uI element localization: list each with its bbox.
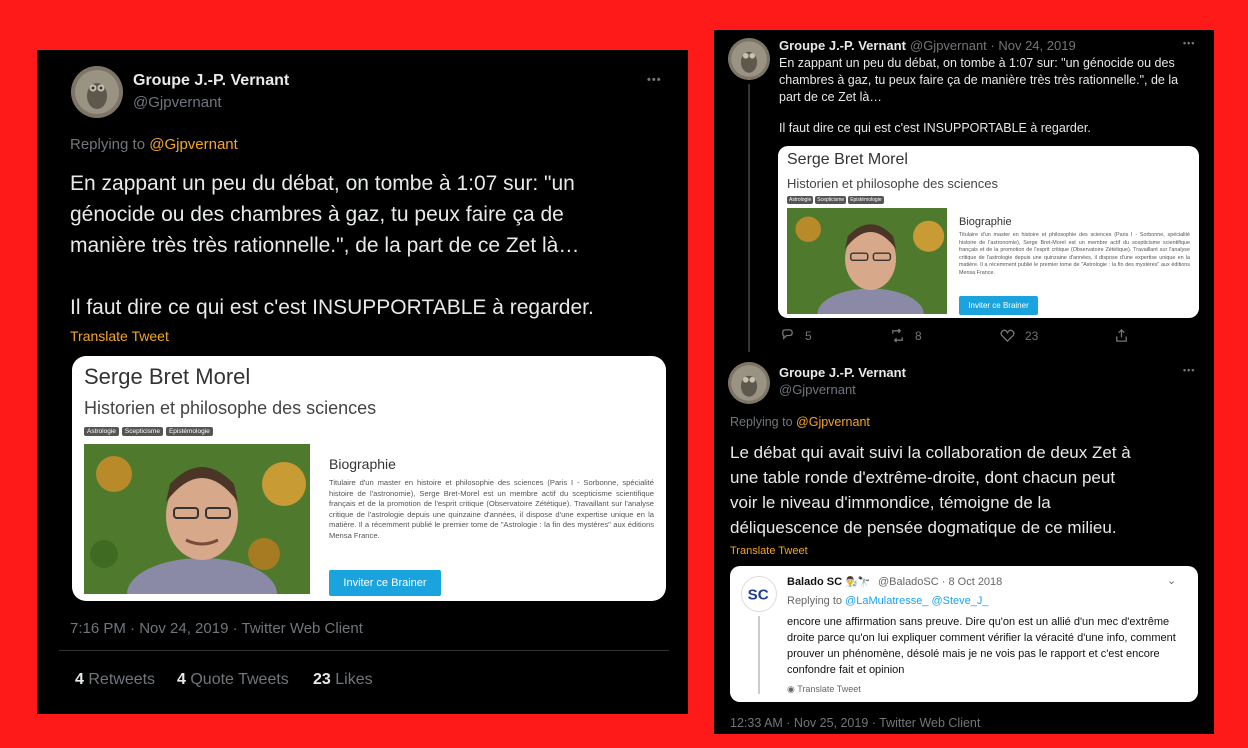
- quote-tweets-stat[interactable]: [177, 671, 289, 689]
- card-tags: [84, 427, 213, 436]
- replying-to: [730, 415, 870, 429]
- thread-line: [748, 84, 750, 352]
- tag[interactable]: Scepticisme: [817, 197, 845, 203]
- bio-text: Titulaire d'un master en histoire et philosophie des sciences (Paris I - Sorbonne, spécialité histoire de l'astronomie), Serge Bret-Morel est un membre actif du scepticisme scientifique français et de la promotion de l'esprit critique (Observatoire Zététique). Travaillant sur l'analyse critique de l'astrologie depuis une quinzaine d'années, il dispose d'une expertise unique en la matière. Il a récemment publié le premier tome de "Astrologie : la fin des mystères" aux éditions Mensa France.: [959, 232, 1190, 276]
- replying-prefix: Replying to: [730, 415, 793, 429]
- tweet-text-line: déliquescence de pensée dogmatique de ce milieu.: [730, 518, 1117, 537]
- portrait-image: [787, 208, 947, 314]
- tweet-text-line: En zappant un peu du débat, on tombe à 1:07 sur: "un génocide ou des: [779, 56, 1175, 70]
- author-handle[interactable]: @Gjpvernant: [133, 94, 222, 111]
- tweet-meta: 7:16 PM · Nov 24, 2019 · Twitter Web Client: [70, 620, 363, 637]
- quote-thread-bar: [758, 616, 760, 694]
- quote-translate-link[interactable]: [787, 684, 861, 695]
- left-tweet-panel: [37, 50, 688, 714]
- translate-tweet-link[interactable]: Translate Tweet: [70, 328, 169, 344]
- heart-icon: [1000, 328, 1015, 343]
- tweet-text-line: part de ce Zet là…: [779, 90, 882, 104]
- replying-to-handle[interactable]: @Gjpvernant: [149, 136, 238, 153]
- tweet-text-line: manière très très rationnelle.", de la part de ce Zet là…: [70, 234, 580, 257]
- translate-tweet-link[interactable]: Translate Tweet: [730, 545, 808, 557]
- retweets-label: Retweets: [88, 671, 156, 688]
- owl-coin-icon: [71, 66, 123, 118]
- tag[interactable]: Astrologie: [84, 427, 119, 436]
- retweet-action[interactable]: [890, 328, 922, 343]
- quote-tweets-label: Quote Tweets: [190, 671, 289, 688]
- quote-author-name[interactable]: [787, 576, 870, 588]
- retweet-icon: [890, 328, 905, 343]
- owl-coin-icon: [728, 362, 770, 404]
- tweet-text-line: En zappant un peu du débat, on tombe à 1:07 sur: "un: [70, 172, 575, 195]
- author-avatar[interactable]: [728, 362, 770, 404]
- scientist-emoji-icon: 👨‍🔬🔭: [845, 577, 870, 588]
- tweet-meta: 12:33 AM · Nov 25, 2019 · Twitter Web Client: [730, 716, 981, 730]
- link-card[interactable]: [778, 146, 1199, 318]
- divider: [59, 650, 669, 651]
- more-options-icon[interactable]: •••: [1183, 365, 1196, 375]
- tag[interactable]: Epistémologie: [850, 197, 882, 203]
- quote-replying-prefix: Replying to: [787, 595, 843, 607]
- replying-prefix: Replying to: [70, 136, 146, 153]
- author-name[interactable]: Groupe J.-P. Vernant: [779, 38, 906, 53]
- retweet-count: 8: [915, 328, 922, 343]
- author-handle-date[interactable]: @Gjpvernant · Nov 24, 2019: [910, 38, 1076, 53]
- card-title: Serge Bret Morel: [84, 364, 251, 389]
- tag[interactable]: Astrologie: [789, 197, 812, 203]
- quote-text: encore une affirmation sans preuve. Dire qu'on est un allié d'un mec d'extrême droite parce qu'on lui expliquer comment vérifier la véracité d'une info, comment prouver un phénomène, désolé mais je ne vois pas le rapport et c'est encore confondre fait et opinion: [787, 616, 1176, 676]
- author-avatar[interactable]: [71, 66, 123, 118]
- author-avatar[interactable]: [728, 38, 770, 80]
- sc-logo-icon: [742, 577, 776, 611]
- tweet-text-line: voir le niveau d'immondice, témoigne de la: [730, 493, 1051, 512]
- portrait-image: [84, 444, 310, 594]
- tweet-text-line: génocide ou des chambres à gaz, tu peux faire ça de: [70, 203, 564, 226]
- tweet-text: [70, 168, 680, 261]
- tweet-text-line: chambres à gaz, tu peux faire ça de manière très très rationnelle.", de la: [779, 73, 1179, 87]
- globe-icon: ◉: [787, 684, 795, 694]
- more-options-icon[interactable]: •••: [647, 74, 662, 86]
- quote-author-name-text: Balado SC: [787, 576, 843, 588]
- more-options-icon[interactable]: •••: [1183, 38, 1196, 48]
- reply-icon: [780, 328, 795, 343]
- invite-brainer-button[interactable]: Inviter ce Brainer: [329, 570, 441, 596]
- tag[interactable]: Scepticisme: [122, 427, 163, 436]
- bio-title: Biographie: [329, 456, 396, 472]
- tweet-text-line: Il faut dire ce qui est c'est INSUPPORTABLE à regarder.: [70, 296, 594, 319]
- profile-photo: [84, 444, 310, 594]
- tweet-text-line: Il faut dire ce qui est c'est INSUPPORTABLE à regarder.: [779, 121, 1091, 135]
- tweet-text: [779, 55, 1204, 106]
- card-subtitle: Historien et philosophe des sciences: [84, 398, 377, 418]
- retweets-stat[interactable]: [75, 671, 155, 689]
- card-subtitle: Historien et philosophe des sciences: [787, 176, 999, 191]
- like-count: 23: [1025, 328, 1039, 343]
- replying-to-handle[interactable]: @Gjpvernant: [796, 415, 870, 429]
- likes-label: Likes: [335, 671, 373, 688]
- author-name[interactable]: Groupe J.-P. Vernant: [779, 365, 906, 380]
- likes-stat[interactable]: [313, 671, 373, 689]
- retweets-count: 4: [75, 671, 84, 688]
- author-name[interactable]: Groupe J.-P. Vernant: [133, 72, 290, 89]
- share-action[interactable]: [1114, 328, 1129, 343]
- tag[interactable]: Epistémologie: [166, 427, 213, 436]
- quote-handle-date[interactable]: @BaladoSC · 8 Oct 2018: [878, 576, 1003, 588]
- like-action[interactable]: [1000, 328, 1038, 343]
- author-handle[interactable]: @Gjpvernant: [779, 382, 856, 397]
- invite-brainer-button[interactable]: Inviter ce Brainer: [959, 296, 1038, 315]
- card-tags: [787, 196, 884, 204]
- embedded-tweet[interactable]: [730, 566, 1198, 702]
- owl-coin-icon: [728, 38, 770, 80]
- card-title: Serge Bret Morel: [787, 151, 908, 168]
- likes-count: 23: [313, 671, 331, 688]
- quote-tweets-count: 4: [177, 671, 186, 688]
- reply-action[interactable]: [780, 328, 812, 343]
- share-icon: [1114, 328, 1129, 343]
- bio-text: Titulaire d'un master en histoire et philosophie des sciences (Paris I - Sorbonne, spécialité histoire de l'astronomie), Serge Bret-Morel est un membre actif du scepticisme scientifique français et de la promotion de l'esprit critique (Observatoire Zététique). Travaillant sur l'analyse critique de l'astrologie depuis une quinzaine d'années, il dispose d'une expertise unique en la matière. Il a récemment publié le premier tome de "Astrologie : la fin des mystères" aux éditions Mensa France.: [329, 478, 654, 540]
- link-card[interactable]: [72, 356, 666, 601]
- balado-avatar[interactable]: [741, 576, 777, 612]
- reply-count: 5: [805, 328, 812, 343]
- bio-title: Biographie: [959, 216, 1012, 228]
- sc-logo-text: SC: [747, 586, 769, 604]
- tweet-text: [730, 440, 1210, 540]
- quote-replying-to: [787, 595, 989, 607]
- right-thread-panel: [714, 30, 1214, 734]
- chevron-down-icon[interactable]: ⌄: [1167, 575, 1177, 587]
- profile-photo: [787, 208, 947, 314]
- tweet-text-line: une table ronde d'extrême-droite, dont chacun peut: [730, 468, 1116, 487]
- replying-to: [70, 136, 238, 153]
- tweet-text-line: Le débat qui avait suivi la collaboration de deux Zet à: [730, 443, 1131, 462]
- quote-replying-handles[interactable]: @LaMulatresse_ @Steve_J_: [845, 595, 989, 607]
- quote-translate-label: Translate Tweet: [797, 684, 861, 694]
